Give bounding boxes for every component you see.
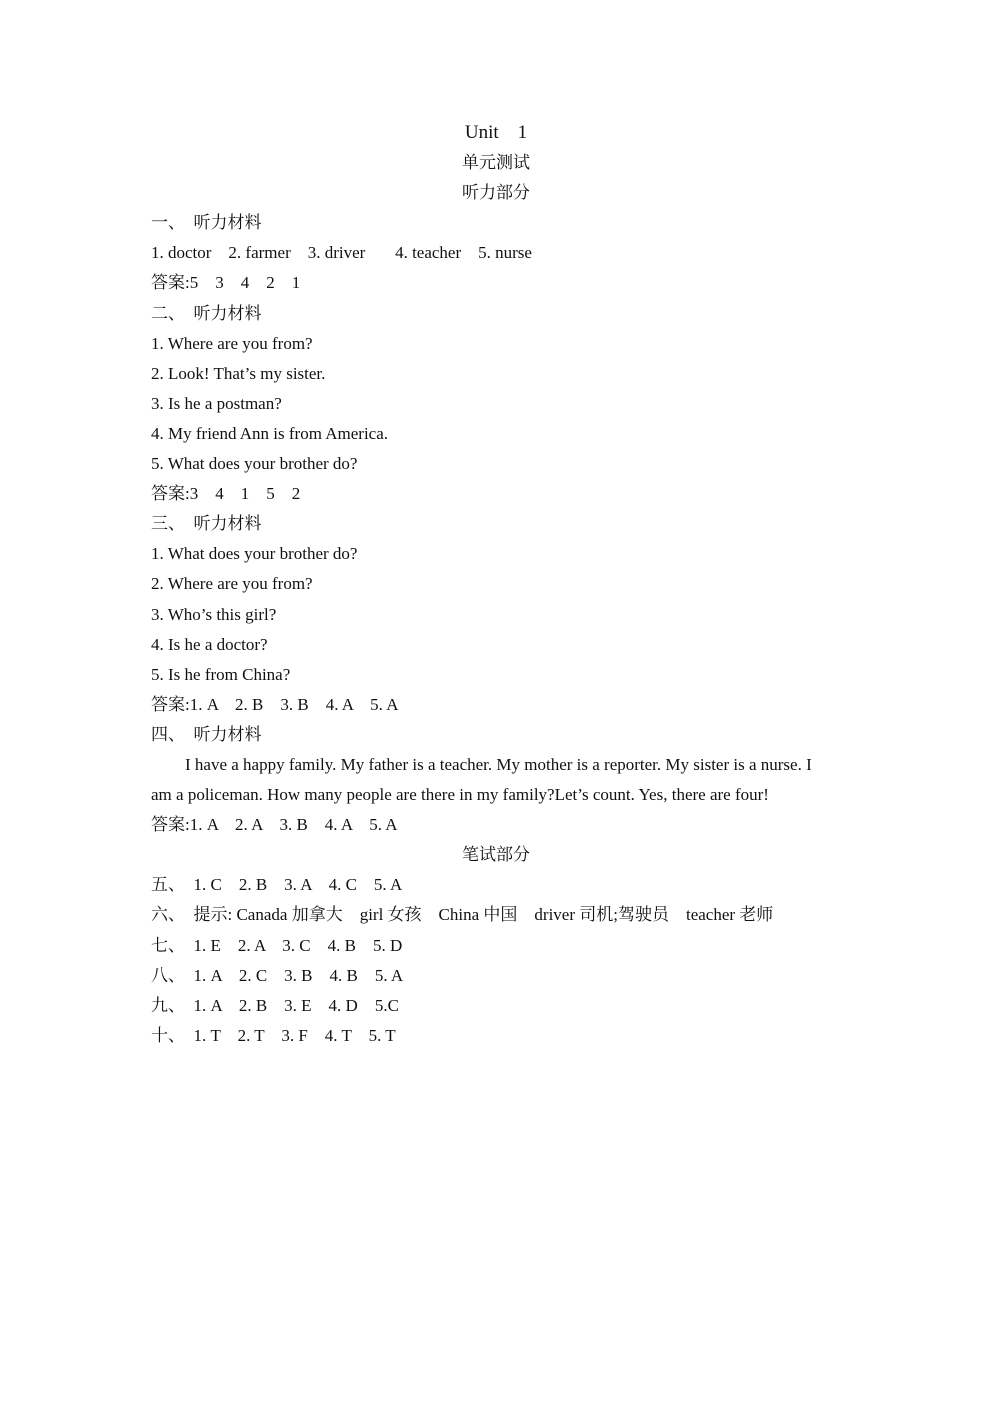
- section-2-item: 4. My friend Ann is from America.: [151, 423, 389, 443]
- page-title: Unit 1: [464, 122, 528, 143]
- section-4-paragraph-line: I have a happy family. My father is a teacher. My mother is a reporter. My sister is a nurse. I: [185, 754, 812, 774]
- section-10-answers: 十、 1. T 2. T 3. F 4. T 5. T: [151, 1025, 396, 1045]
- section-2-item: 5. What does your brother do?: [151, 454, 358, 474]
- section-5-answers: 五、 1. C 2. B 3. A 4. C 5. A: [151, 875, 403, 895]
- section-2-item: 3. Is he a postman?: [151, 393, 282, 413]
- section-3-item: 1. What does your brother do?: [151, 544, 358, 564]
- section-3-heading: 三、 听力材料: [151, 514, 262, 534]
- written-part-heading: 笔试部分: [462, 845, 530, 865]
- section-7-answers: 七、 1. E 2. A 3. C 4. B 5. D: [151, 935, 403, 955]
- section-4-answer: 答案:1. A 2. A 3. B 4. A 5. A: [151, 815, 398, 835]
- section-3-item: 4. Is he a doctor?: [151, 634, 268, 654]
- section-4-heading: 四、 听力材料: [151, 724, 262, 744]
- section-1-material: 1. doctor 2. farmer 3. driver 4. teacher 5. nurse: [151, 243, 532, 263]
- section-3-item: 3. Who’s this girl?: [151, 604, 277, 624]
- section-2-answer: 答案:3 4 1 5 2: [151, 484, 301, 504]
- page-subtitle: 单元测试: [462, 153, 530, 173]
- section-2-item: 2. Look! That’s my sister.: [151, 363, 326, 383]
- section-8-answers: 八、 1. A 2. C 3. B 4. B 5. A: [151, 965, 404, 985]
- section-3-item: 5. Is he from China?: [151, 664, 291, 684]
- section-1-heading: 一、 听力材料: [151, 213, 262, 233]
- answer-key-document: [151, 118, 841, 1051]
- section-1-answer: 答案:5 3 4 2 1: [151, 273, 301, 293]
- section-3-answer: 答案:1. A 2. B 3. B 4. A 5. A: [151, 694, 399, 714]
- section-6-answers: 六、 提示: Canada 加拿大 girl 女孩 China 中国 driver 司机;驾驶员 teacher 老师: [151, 905, 774, 925]
- section-2-heading: 二、 听力材料: [151, 303, 262, 323]
- section-3-item: 2. Where are you from?: [151, 574, 313, 594]
- section-4-paragraph-line: am a policeman. How many people are there in my family?Let’s count. Yes, there are four!: [151, 785, 769, 805]
- section-9-answers: 九、 1. A 2. B 3. E 4. D 5.C: [151, 995, 399, 1015]
- section-2-item: 1. Where are you from?: [151, 333, 313, 353]
- listening-part-heading: 听力部分: [462, 183, 530, 203]
